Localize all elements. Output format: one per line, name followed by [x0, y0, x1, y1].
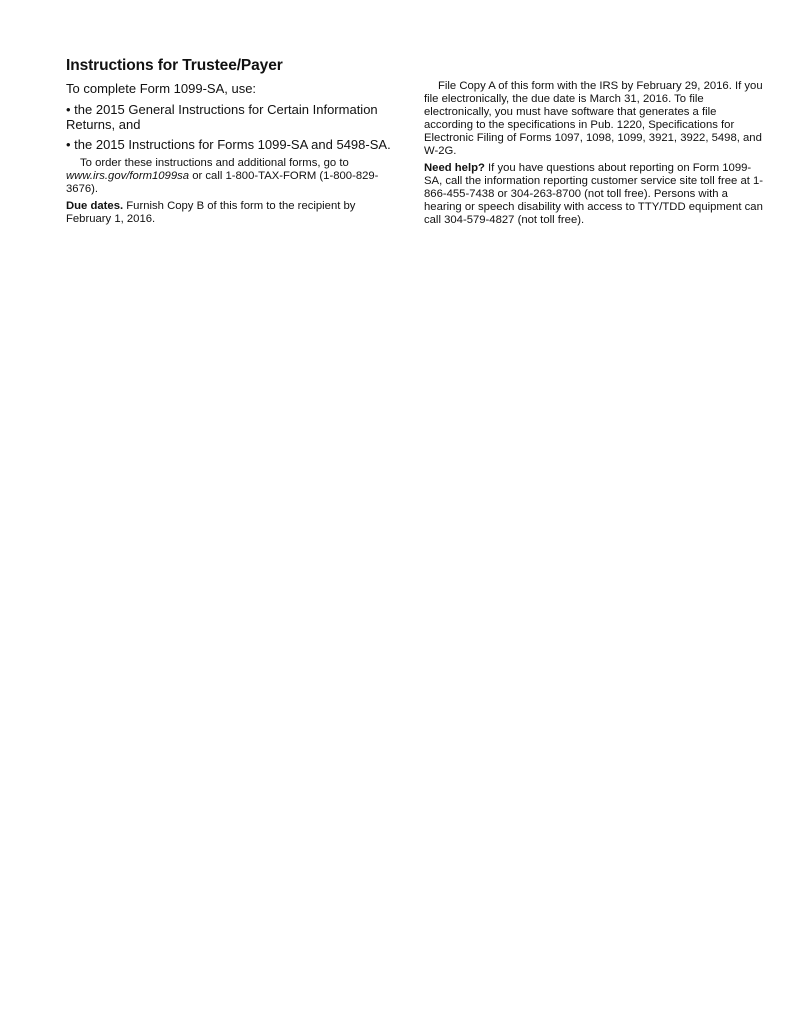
due-dates-paragraph	[66, 200, 402, 226]
due-dates-text: Furnish Copy B of this form to the recipient by February 1, 2016.	[66, 200, 356, 225]
need-help-text: If you have questions about reporting on Form 1099-SA, call the information reporting customer service site toll free at 1-866-455-7438 or 304-263-8700 (not toll free). Persons with a hearing or speech disability with access to TTY/TDD equipment can call 304-579-4827 (not toll free).	[424, 162, 764, 226]
right-column	[424, 80, 764, 231]
file-copy-paragraph: File Copy A of this form with the IRS by February 29, 2016. If you file electronically, the due date is March 31, 2016. To file electronically, you must have software that generates a file according to the specifications in Pub. 1220, Specifications for Electronic Filing of Forms 1097, 1098, 1099, 3921, 3922, 5498, and W-2G.	[424, 80, 763, 157]
section-heading: Instructions for Trustee/Payer	[66, 57, 283, 74]
due-dates-label: Due dates.	[66, 200, 124, 212]
bullet-specific-instructions: • the 2015 Instructions for Forms 1099-SA and 5498-SA.	[66, 137, 391, 152]
order-forms-paragraph	[66, 157, 402, 196]
need-help-paragraph	[424, 162, 764, 227]
left-column	[66, 56, 402, 230]
order-suffix: or call 1-800-TAX-FORM (1-800-829-3676).	[66, 170, 379, 195]
order-prefix: To order these instructions and additional forms, go to	[80, 157, 349, 169]
need-help-label: Need help?	[424, 162, 485, 174]
bullet-general-instructions: • the 2015 General Instructions for Certain Information Returns, and	[66, 102, 378, 132]
irs-form-link[interactable]: www.irs.gov/form1099sa	[66, 170, 190, 182]
intro-text: To complete Form 1099-SA, use:	[66, 81, 257, 96]
